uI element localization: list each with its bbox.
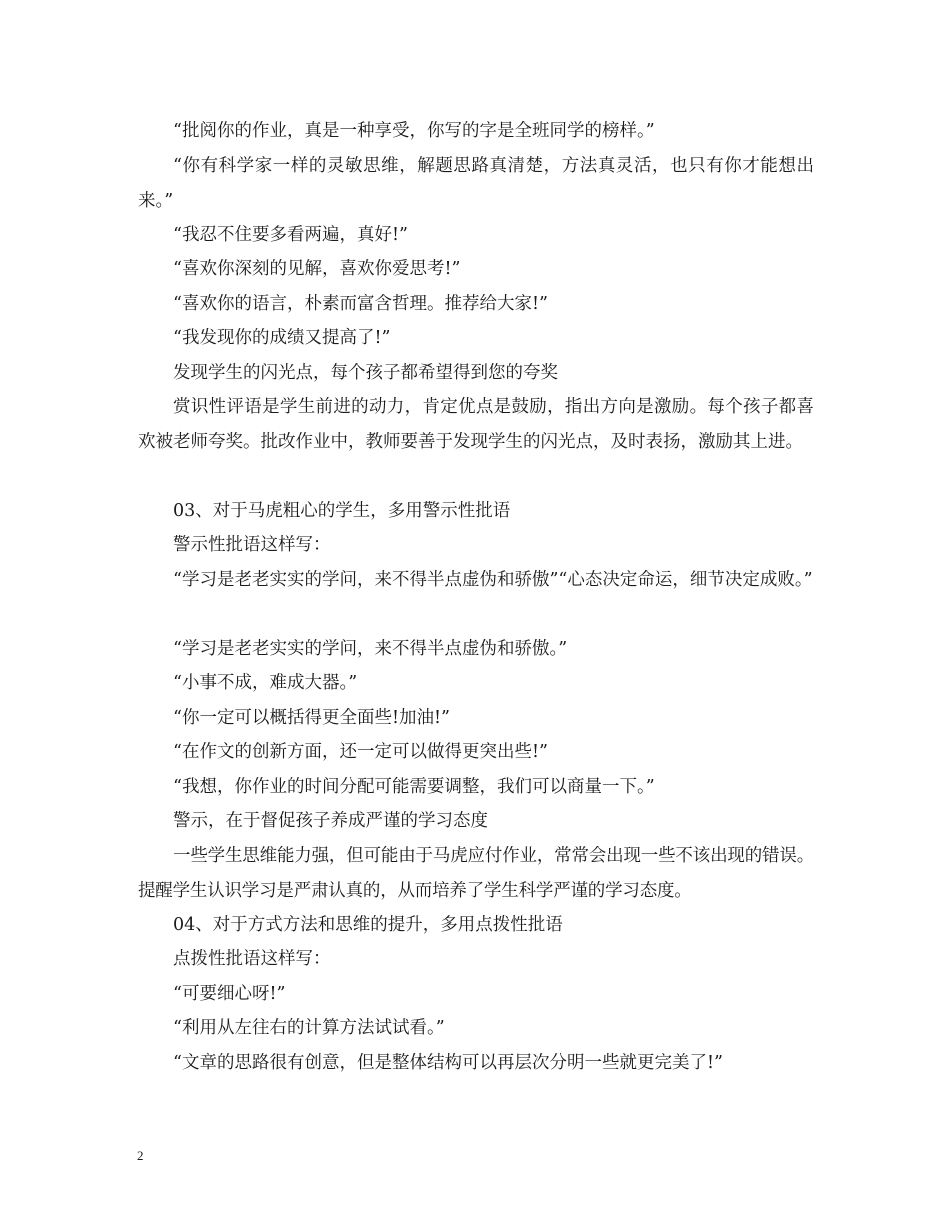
paragraph-17: 一些学生思维能力强，但可能由于马虎应付作业，常常会出现一些不该出现的错误。提醒学生认识学习是严肃认真的，从而培养了学生科学严谨的学习态度。 xyxy=(138,846,814,901)
paragraph-11: “学习是老老实实的学问，来不得半点虚伪和骄傲。” xyxy=(173,639,568,659)
paragraph-18: 点拨性批语这样写： xyxy=(173,949,331,969)
paragraph-20: “利用从左往右的计算方法试试看。” xyxy=(173,1018,445,1038)
paragraph-5: “喜欢你的语言，朴素而富含哲理。推荐给大家!” xyxy=(173,294,548,314)
paragraph-6: “我发现你的成绩又提高了!” xyxy=(173,328,391,348)
paragraph-8: 赏识性评语是学生前进的动力，肯定优点是鼓励，指出方向是激励。每个孩子都喜欢被老师夸奖。批改作业中，教师要善于发现学生的闪光点，及时表扬，激励其上进。 xyxy=(138,397,814,452)
paragraph-1: “批阅你的作业，真是一种享受，你写的字是全班同学的榜样。” xyxy=(173,121,655,141)
paragraph-3: “我忍不住要多看两遍，真好!” xyxy=(173,225,408,245)
paragraph-21: “文章的思路很有创意，但是整体结构可以再层次分明一些就更完美了!” xyxy=(173,1053,723,1073)
paragraph-4: “喜欢你深刻的见解，喜欢你爱思考!” xyxy=(173,259,461,279)
paragraph-13: “你一定可以概括得更全面些!加油!” xyxy=(173,708,450,728)
paragraph-19: “可要细心呀!” xyxy=(173,984,286,1004)
section-heading-03: 03、对于马虎粗心的学生，多用警示性批语 xyxy=(173,501,511,521)
paragraph-16: 警示，在于督促孩子养成严谨的学习态度 xyxy=(173,811,488,831)
section-heading-04: 04、对于方式方法和思维的提升，多用点拨性批语 xyxy=(173,915,563,935)
page-number: 2 xyxy=(137,1148,144,1163)
paragraph-10: “学习是老老实实的学问，来不得半点虚伪和骄傲”“心态决定命运，细节决定成败。” xyxy=(173,570,813,590)
paragraph-9: 警示性批语这样写： xyxy=(173,535,331,555)
paragraph-15: “我想，你作业的时间分配可能需要调整，我们可以商量一下。” xyxy=(173,777,655,797)
paragraph-7: 发现学生的闪光点，每个孩子都希望得到您的夸奖 xyxy=(173,363,558,383)
paragraph-2: “你有科学家一样的灵敏思维，解题思路真清楚，方法真灵活，也只有你才能想出来。” xyxy=(138,156,814,211)
paragraph-14: “在作文的创新方面，还一定可以做得更突出些!” xyxy=(173,742,548,762)
paragraph-12: “小事不成，难成大器。” xyxy=(173,673,358,693)
